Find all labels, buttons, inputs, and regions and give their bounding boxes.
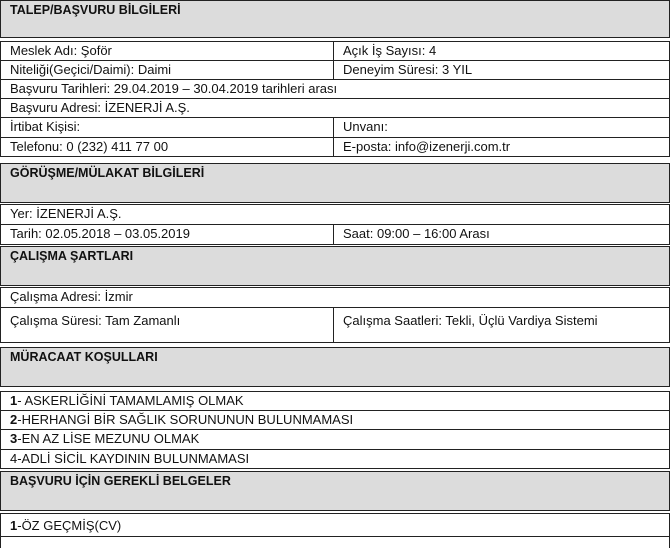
- item-number: 1: [10, 393, 18, 408]
- row-yer: [0, 204, 670, 225]
- item-text: - ASKERLİĞİNİ TAMAMLAMIŞ OLMAK: [17, 393, 244, 408]
- section-header-talep: TALEP/BAŞVURU BİLGİLERİ: [0, 0, 670, 38]
- row-basvuru-adresi: [0, 98, 670, 118]
- gorusme-tarih: Tarih: 02.05.2018 – 03.05.2019: [10, 226, 190, 241]
- calisma-suresi: Çalışma Süresi: Tam Zamanlı: [10, 313, 181, 328]
- basvuru-tarihleri: Başvuru Tarihleri: 29.04.2019 – 30.04.2019 tarihleri arası: [10, 81, 338, 96]
- row-tarih-saat: [0, 224, 670, 245]
- item-number: 1: [10, 518, 18, 533]
- list-item: [0, 449, 670, 469]
- item-text: -EN AZ LİSE MEZUNU OLMAK: [17, 431, 200, 446]
- meslek-adi: Meslek Adı: Şoför: [10, 43, 112, 58]
- e-posta: E-posta: info@izenerji.com.tr: [333, 138, 669, 156]
- section-header-calisma: ÇALIŞMA ŞARTLARI: [0, 246, 670, 286]
- row-basvuru-tarihleri: [0, 79, 670, 99]
- item-text: 4-ADLİ SİCİL KAYDININ BULUNMAMASI: [10, 451, 250, 466]
- irtibat-kisisi: İrtibat Kişisi:: [10, 119, 81, 134]
- item-number: 3: [10, 431, 18, 446]
- row-nitelik: [0, 60, 670, 80]
- list-item: [0, 429, 670, 450]
- gorusme-yer: Yer: İZENERJİ A.Ş.: [10, 206, 122, 221]
- gorusme-saat: Saat: 09:00 – 16:00 Arası: [333, 225, 669, 244]
- basvuru-adresi: Başvuru Adresi: İZENERJİ A.Ş.: [10, 100, 190, 115]
- list-item: [0, 410, 670, 430]
- calisma-saatleri: Çalışma Saatleri: Tekli, Üçlü Vardiya Sistemi: [333, 308, 669, 342]
- acik-is-sayisi: Açık İş Sayısı: 4: [333, 42, 669, 60]
- item-text: -ÖZ GEÇMİŞ(CV): [17, 518, 122, 533]
- row-calisma-adresi: [0, 287, 670, 308]
- table-row: [0, 536, 670, 548]
- item-number: 2: [10, 412, 18, 427]
- section-header-belgeler: BAŞVURU İÇİN GEREKLİ BELGELER: [0, 471, 670, 511]
- niteligi: Niteliği(Geçici/Daimi): Daimi: [10, 62, 172, 77]
- unvani: Unvanı:: [333, 118, 669, 137]
- section-header-muracaat: MÜRACAAT KOŞULLARI: [0, 347, 670, 387]
- list-item: [0, 391, 670, 411]
- telefonu: Telefonu: 0 (232) 411 77 00: [10, 139, 169, 154]
- list-item: [0, 513, 670, 537]
- calisma-adresi: Çalışma Adresi: İzmir: [10, 289, 133, 304]
- row-irtibat: [0, 117, 670, 138]
- row-calisma-suresi: [0, 307, 670, 343]
- deneyim-suresi: Deneyim Süresi: 3 YIL: [333, 61, 669, 79]
- row-meslek: [0, 41, 670, 61]
- row-telefon: [0, 137, 670, 157]
- section-header-gorusme: GÖRÜŞME/MÜLAKAT BİLGİLERİ: [0, 163, 670, 203]
- item-text: -HERHANGİ BİR SAĞLIK SORUNUNUN BULUNMAMASI: [17, 412, 354, 427]
